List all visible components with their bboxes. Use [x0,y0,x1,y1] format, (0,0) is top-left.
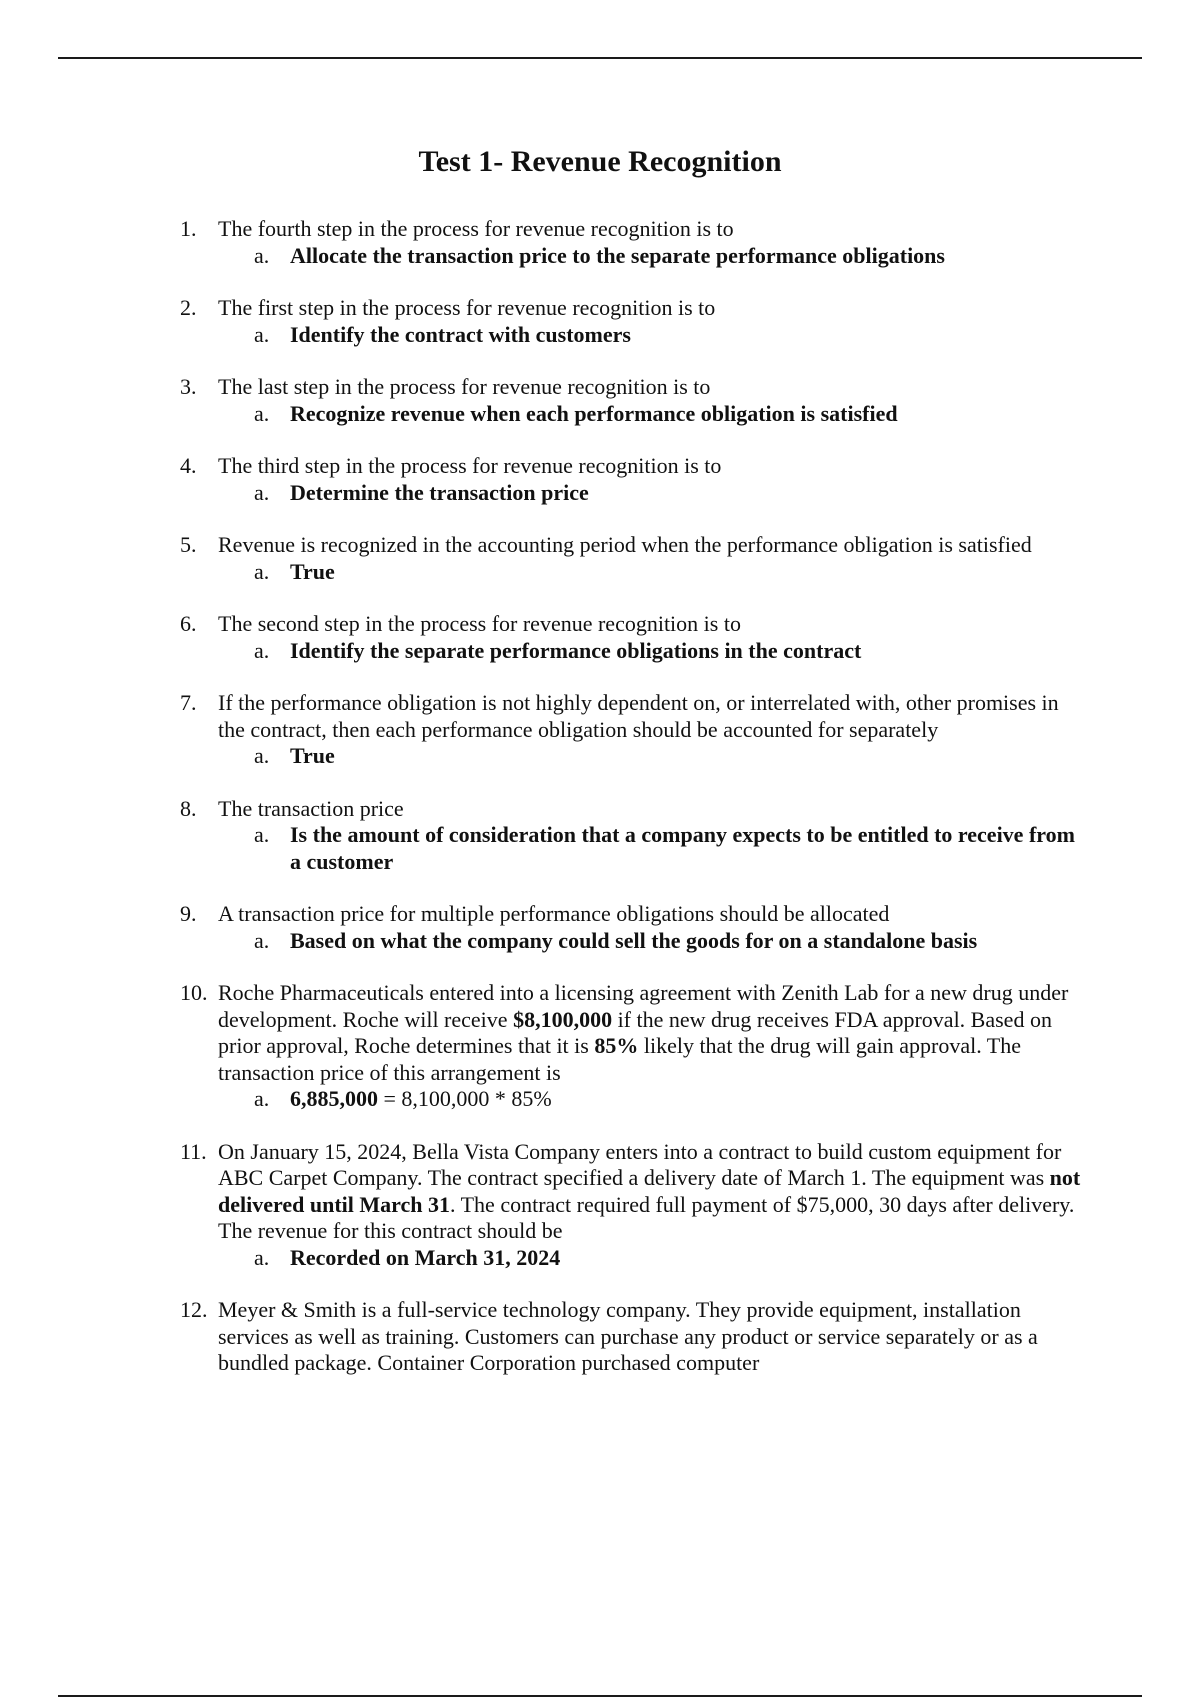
answer-text: Is the amount of consideration that a company expects to be entitled to receive from a customer [290,822,1075,874]
question-text: Meyer & Smith is a full-service technology company. They provide equipment, installation services as well as training. Customers can purchase any product or service separately or as a bundled package. Container Corporation purchased computer [218,1297,1038,1375]
question-number: 9. [180,901,197,926]
question-number: 4. [180,453,197,478]
percent-highlight: 85% [594,1033,639,1058]
question-list [0,216,1200,1403]
question-text-part: likely that the drug will gain approval. The transaction price of this arrangement is [218,1033,1022,1085]
answer-letter: a. [254,822,270,847]
question-9 [0,901,1200,954]
page-title: Test 1- Revenue Recognition [418,145,782,178]
question-7 [0,690,1200,770]
answer-option [254,558,1080,586]
question-5 [0,532,1200,585]
question-2 [0,295,1200,348]
answer-text: Identify the separate performance obligations in the contract [290,637,862,663]
amount-highlight: $8,100,000 [513,1006,613,1032]
answer-option [254,321,1080,349]
answer-text: True [290,743,335,768]
answer-letter: a. [254,400,270,426]
question-text: The transaction price [218,795,404,821]
question-4 [0,453,1200,506]
question-8 [0,796,1200,876]
question-text: Revenue is recognized in the accounting period when the performance obligation is satisfied [218,532,1032,557]
question-number: 12. [180,1297,208,1322]
question-number: 1. [180,216,197,241]
question-number: 3. [180,374,197,399]
answer-value: 6,885,000 [290,1086,378,1111]
answer-letter: a. [254,321,270,347]
question-number: 8. [180,795,197,821]
answer-option [254,927,1080,955]
top-rule [58,57,1142,59]
answer-letter: a. [254,558,270,584]
answer-option [254,479,1080,507]
question-6 [0,611,1200,664]
answer-letter: a. [254,1244,270,1270]
question-text-part: On January 15, 2024, Bella Vista Company enters into a contract to build custom equipment for ABC Carpet Company. The contract specified a delivery date of March 1. The equipment was [218,1138,1062,1190]
answer-option [254,637,1080,665]
question-text-part: Roche Pharmaceuticals entered into a licensing agreement with Zenith Lab for a new drug under development. Roche will receive [218,980,1069,1032]
question-number: 6. [180,611,197,636]
answer-text: Allocate the transaction price to the separate performance obligations [290,242,945,268]
question-number: 5. [180,532,197,557]
question-number: 10. [180,980,208,1005]
answer-option [254,822,1080,875]
answer-letter: a. [254,637,270,663]
answer-letter: a. [254,479,270,505]
question-text-part: . The contract required full payment of $75,000, 30 days after delivery. The revenue for this contract should be [218,1191,1075,1243]
answer-text: Based on what the company could sell the goods for on a standalone basis [290,927,978,953]
question-3 [0,374,1200,427]
question-10 [0,980,1200,1113]
question-1 [0,216,1200,269]
bottom-rule [58,1695,1142,1697]
question-11 [0,1139,1200,1272]
answer-letter: a. [254,1086,270,1111]
answer-option [254,242,1080,270]
answer-calculation: = 8,100,000 * 85% [378,1086,552,1111]
question-number: 7. [180,690,197,715]
answer-text: Determine the transaction price [290,479,589,505]
answer-option [254,1244,1080,1272]
answer-letter: a. [254,242,270,268]
answer-text: Identify the contract with customers [290,321,631,347]
question-number: 2. [180,295,197,320]
answer-option [254,743,1080,770]
question-12 [0,1297,1200,1377]
answer-option [254,400,1080,428]
answer-letter: a. [254,743,270,768]
question-text [218,980,1088,1086]
question-text: If the performance obligation is not highly dependent on, or interrelated with, other promises in the contract, then each performance obligation should be accounted for separately [218,690,1059,742]
answer-text: True [290,558,335,584]
question-text: The fourth step in the process for revenue recognition is to [218,216,734,241]
answer-text: Recognize revenue when each performance obligation is satisfied [290,400,898,426]
question-text: The third step in the process for revenue recognition is to [218,453,722,478]
question-number: 11. [180,1138,207,1164]
question-text [218,1139,1088,1245]
answer-text: Recorded on March 31, 2024 [290,1244,561,1270]
question-text: The last step in the process for revenue recognition is to [218,374,711,399]
delivery-highlight: not delivered until March 31 [218,1165,1081,1217]
answer-option [254,1086,1080,1113]
question-text: The first step in the process for revenue recognition is to [218,295,716,320]
question-text: The second step in the process for revenue recognition is to [218,611,741,636]
question-text: A transaction price for multiple performance obligations should be allocated [218,901,890,926]
answer-text [290,1086,552,1111]
question-text-part: if the new drug receives FDA approval. Based on prior approval, Roche determines that it is [218,1006,1052,1058]
answer-letter: a. [254,927,270,953]
